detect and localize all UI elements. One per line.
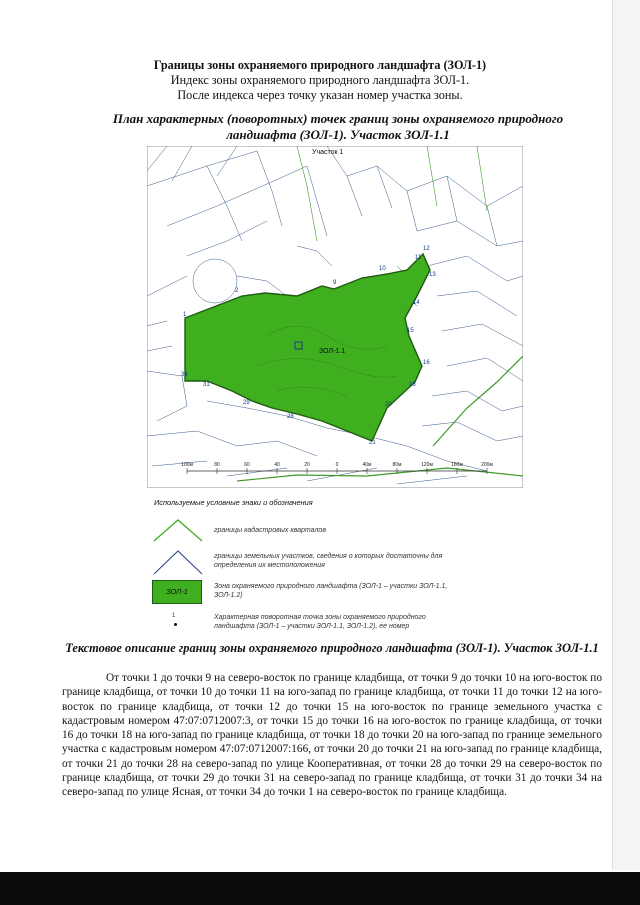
legend-item-parcel	[150, 548, 450, 576]
point-label-18: 18	[409, 382, 416, 388]
page-edge	[612, 0, 640, 870]
legend-text-parcel: границы земельных участков, сведения о которых достаточны для определения их местоположения	[214, 553, 443, 569]
point-label-20: 20	[385, 402, 392, 408]
parcel-boundary-icon	[150, 548, 206, 576]
point-symbol-number: 1	[172, 613, 176, 619]
point-label-1: 1	[183, 312, 187, 318]
point-label-21: 21	[369, 440, 376, 446]
point-label-12: 12	[423, 246, 430, 252]
zone-number-line: После индекса через точку указан номер участка зоны.	[177, 88, 463, 102]
zone-label: ЗОЛ-1.1	[319, 348, 346, 355]
point-label-34: 34	[181, 372, 188, 378]
legend-text-zone: Зона охраняемого природного ландшафта (ЗОЛ-1 – участки ЗОЛ-1.1, ЗОЛ-1.2)	[214, 583, 448, 599]
scale-label: 120м	[421, 462, 433, 468]
legend-item-point	[150, 611, 450, 635]
scale-label: 40	[274, 462, 280, 468]
legend-text-point: Характерная поворотная точка зоны охраняемого природного ландшафта (ЗОЛ-1 – участки ЗОЛ-1.1, ЗОЛ-1.2), ее номер	[214, 614, 426, 630]
point-label-9: 9	[333, 280, 337, 286]
map-caption: Участок 1	[312, 149, 344, 156]
scan-bottom-edge	[0, 872, 640, 905]
scale-label: 100м	[181, 462, 193, 468]
legend-title: Используемые условные знаки и обозначения	[154, 498, 313, 507]
legend-item-quarter	[150, 517, 450, 543]
legend-text-quarter: границы кадастровых кварталов	[214, 527, 326, 534]
point-label-16: 16	[423, 360, 430, 366]
point-label-14: 14	[413, 300, 420, 306]
legend-item-zone	[150, 580, 450, 606]
point-dot-icon	[174, 623, 177, 626]
point-label-10: 10	[379, 266, 386, 272]
scale-label: 0	[335, 462, 339, 468]
scale-label: 80	[214, 462, 220, 468]
point-label-2: 2	[235, 288, 239, 294]
zone-title: Границы зоны охраняемого природного ландшафта (ЗОЛ-1)	[153, 58, 487, 72]
plan-title: План характерных (поворотных) точек границ зоны охраняемого природного ландшафта (ЗОЛ-1). Участок ЗОЛ-1.1	[112, 111, 564, 142]
quarter-boundary-icon	[150, 517, 206, 543]
scale-label: 60	[244, 462, 250, 468]
point-label-11: 11	[415, 255, 422, 261]
zone-index-line: Индекс зоны охраняемого природного ландшафта ЗОЛ-1.	[170, 73, 470, 87]
scale-label: 160м	[451, 462, 463, 468]
scale-label: 20	[304, 462, 310, 468]
point-label-28: 28	[287, 414, 294, 420]
point-label-13: 13	[429, 272, 436, 278]
cadastral-map	[147, 146, 523, 488]
point-label-29: 29	[243, 400, 250, 406]
scale-label: 40м	[362, 462, 372, 468]
zone-swatch: ЗОЛ-1	[152, 580, 202, 604]
description-body: От точки 1 до точки 9 на северо-восток по границе кладбища, от точки 9 до точки 10 на юго-восток по границе кладбища, от точки 10 до точки 11 на юго-запад по границе кладбища, от точки 11 до точки 12 на юго-восток по границе кладбища, от точки 12 до точки 15 на юго-восток по границе земельного участка с кадастровым номером 47:07:0712007:3, от точки 15 до точки 16 на юго-восток по границе кладбища, от точки 16 до точки 18 на юго-запад по границе кладбища, от точки 18 до точки 20 на юго-запад по границе земельного участка с кадастровым номером 47:07:0712007:166, от точки 20 до точки 21 на юго-запад по границе кладбища, от точки 21 до точки 28 на северо-запад по улице Кооперативная, от точки 28 до точки 29 на северо-восток по границе кладбища, от точки 29 до точки 31 на северо-запад по границе кладбища, от точки 31 до точки 34 на северо-запад по улице Ясная, от точки 34 до точки 1 на северо-восток по границе кладбища.	[62, 672, 602, 799]
point-label-31: 31	[203, 382, 210, 388]
point-label-15: 15	[407, 328, 414, 334]
scale-label: 200м	[481, 462, 493, 468]
scale-label: 80м	[392, 462, 402, 468]
description-title: Текстовое описание границ зоны охраняемого природного ландшафта (ЗОЛ-1). Участок ЗОЛ-1.1	[65, 641, 599, 655]
